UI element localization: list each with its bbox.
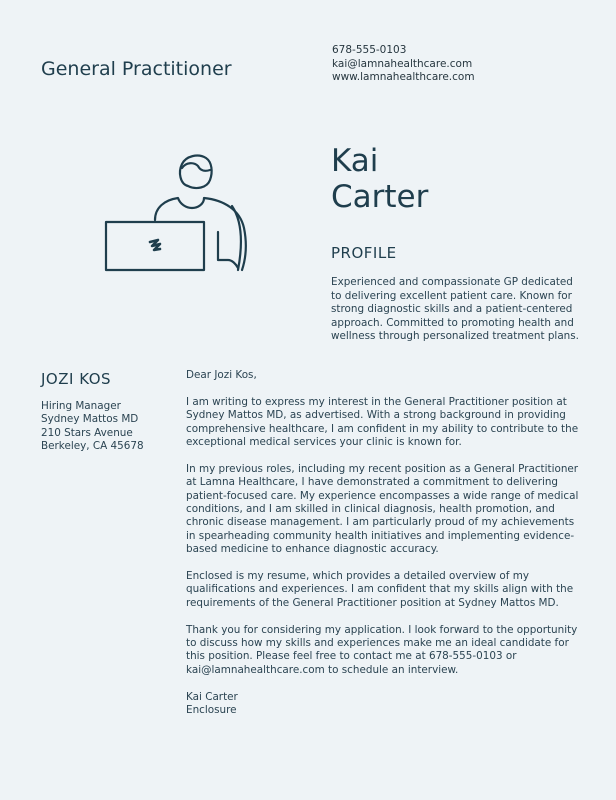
first-name: Kai — [331, 143, 379, 179]
profile-heading: PROFILE — [331, 244, 397, 262]
salutation: Dear Jozi Kos, — [186, 369, 257, 381]
contact-phone: 678-555-0103 — [332, 44, 407, 56]
contact-email: kai@lamnahealthcare.com — [332, 57, 473, 70]
job-title: General Practitioner — [41, 58, 232, 80]
letter-paragraph: Enclosed is my resume, which provides a detailed overview of my qualifications and experiences. I am confident that my skills align with the requirements of the General Practitioner position at Sydney Mattos MD. — [186, 570, 574, 609]
letter-paragraph: In my previous roles, including my recent position as a General Practitioner at Lamna Healthcare, I have demonstrated a commitment to delivering patient-focused care. My experience encompasses a wide range of medical conditions, and I am skilled in clinical diagnosis, health promotion, and chronic disease management. I am particularly proud of my achievements in spearheading community health initiatives and implementing evidence-based medicine to enhance diagnostic accuracy. — [186, 462, 579, 556]
candidate-name — [331, 143, 428, 215]
contact-website: www.lamnahealthcare.com — [332, 71, 475, 83]
person-at-laptop-icon — [100, 148, 260, 273]
recipient-title: Hiring Manager — [41, 400, 121, 412]
letter-body — [186, 369, 586, 717]
signature-name: Kai Carter — [186, 690, 238, 703]
recipient-street: 210 Stars Avenue — [41, 426, 133, 439]
recipient-name: JOZI KOS — [41, 370, 112, 388]
last-name: Carter — [331, 179, 429, 215]
recipient-company: Sydney Mattos MD — [41, 413, 139, 426]
signature-block — [186, 691, 586, 718]
recipient-address — [41, 400, 144, 454]
profile-text: Experienced and compassionate GP dedicated to delivering excellent patient care. Known for strong diagnostic skills and a patient-centered approach. Committed to promoting health and wellness through personalized treatment plans. — [331, 276, 579, 343]
enclosure-note: Enclosure — [186, 704, 237, 717]
recipient-city: Berkeley, CA 45678 — [41, 440, 144, 453]
letter-paragraph: Thank you for considering my application. I look forward to the opportunity to discuss how my skills and experiences make me an ideal candidate for this position. Please feel free to contact me at 678-555-0103 or kai@lamnahealthcare.com to schedule an interview. — [186, 623, 578, 676]
contact-block — [332, 44, 475, 85]
letter-paragraph: I am writing to express my interest in the General Practitioner position at Sydney Mattos MD, as advertised. With a strong background in providing comprehensive healthcare, I am confident in my ability to contribute to the exceptional medical services your clinic is known for. — [186, 395, 579, 449]
